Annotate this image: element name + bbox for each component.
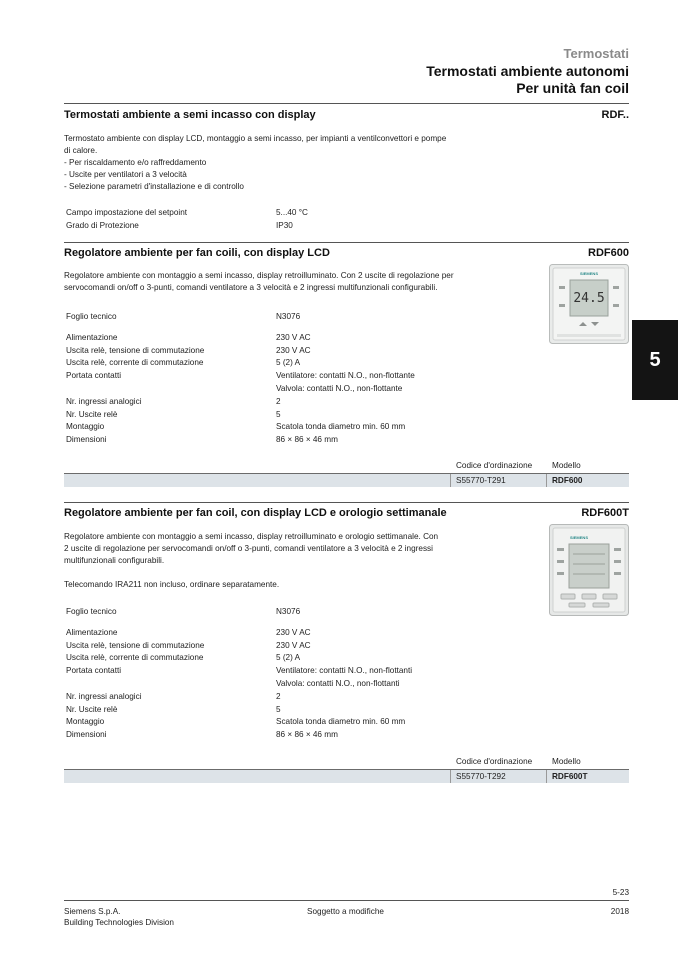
spec-row bbox=[66, 332, 415, 345]
spec-value: 5 bbox=[276, 704, 281, 714]
spec-label: Portata contatti bbox=[66, 666, 122, 676]
spec-value: 2 bbox=[276, 396, 281, 406]
header-subtitle: Per unità fan coil bbox=[516, 80, 629, 96]
spec-row bbox=[66, 691, 412, 704]
order-table-header bbox=[64, 757, 629, 769]
spec-value-continued: Valvola: contatti N.O., non-flottanti bbox=[276, 678, 400, 688]
spec-row bbox=[66, 640, 412, 653]
spec-value-continued: Valvola: contatti N.O., non-flottante bbox=[276, 383, 403, 393]
section3-specs bbox=[66, 606, 412, 742]
spec-label: Campo impostazione del setpoint bbox=[66, 208, 188, 217]
company-name: Siemens S.p.A. bbox=[64, 907, 121, 916]
order-table-row bbox=[64, 769, 629, 783]
footer-year: 2018 bbox=[610, 907, 629, 916]
spec-row bbox=[66, 704, 412, 717]
svg-text:SIEMENS: SIEMENS bbox=[569, 535, 589, 540]
company-division: Building Technologies Division bbox=[64, 918, 174, 927]
spec-row bbox=[66, 434, 415, 447]
page-number: 5-23 bbox=[612, 888, 629, 897]
section3-description bbox=[64, 531, 438, 591]
spec-row bbox=[66, 409, 415, 422]
spec-label: Nr. Uscite relè bbox=[66, 409, 118, 419]
spec-label: Uscita relè, corrente di commutazione bbox=[66, 358, 204, 368]
description-line: - Per riscaldamento e/o raffreddamento bbox=[64, 158, 207, 167]
spec-value: IP30 bbox=[276, 220, 293, 230]
section2-title: Regolatore ambiente per fan coili, con display LCD bbox=[64, 247, 330, 259]
spec-value: Ventilatore: contatti N.O., non-flottanti bbox=[276, 666, 413, 676]
spec-value: Ventilatore: contatti N.O., non-flottante bbox=[276, 371, 415, 381]
spec-value: 230 V AC bbox=[276, 627, 311, 637]
spec-value: N3076 bbox=[276, 312, 301, 321]
spec-row bbox=[66, 207, 308, 220]
spec-value: Scatola tonda diametro min. 60 mm bbox=[276, 717, 406, 727]
spec-label: Uscita relè, corrente di commutazione bbox=[66, 653, 204, 663]
order-model: RDF600T bbox=[552, 772, 588, 781]
order-code-header: Codice d'ordinazione bbox=[456, 461, 533, 470]
spec-label: Alimentazione bbox=[66, 627, 118, 637]
order-model-header: Modello bbox=[552, 757, 581, 766]
spec-label: Dimensioni bbox=[66, 435, 107, 445]
section1-title: Termostati ambiente a semi incasso con display bbox=[64, 109, 316, 121]
description-line: Regolatore ambiente con montaggio a semi incasso, display retroilluminato. Con 2 uscite di regolazione per bbox=[64, 271, 454, 280]
spec-value: 230 V AC bbox=[276, 640, 311, 650]
section1-description bbox=[64, 133, 446, 193]
device-display-reading: 24.5 bbox=[573, 291, 605, 306]
spec-row bbox=[66, 665, 412, 678]
description-line: Termostato ambiente con display LCD, montaggio a semi incasso, per impianti a ventilconvettori e pompe bbox=[64, 134, 447, 143]
section1-code: RDF.. bbox=[601, 109, 629, 121]
chapter-tab: 5 bbox=[632, 320, 678, 400]
description-line: - Selezione parametri d'installazione e di controllo bbox=[64, 182, 244, 191]
spec-label: Alimentazione bbox=[66, 332, 118, 342]
spec-label: Dimensioni bbox=[66, 730, 107, 740]
rdf600-thermostat-photo bbox=[549, 264, 629, 344]
header-category: Termostati bbox=[563, 46, 629, 61]
section2-code: RDF600 bbox=[588, 247, 629, 259]
section-divider bbox=[64, 103, 629, 104]
section2-specs bbox=[66, 311, 415, 447]
spec-label: Nr. ingressi analogici bbox=[66, 691, 142, 701]
spec-row bbox=[66, 357, 415, 370]
spec-value: N3076 bbox=[276, 607, 301, 616]
spec-label: Nr. ingressi analogici bbox=[66, 396, 142, 406]
spec-row bbox=[66, 729, 412, 742]
spec-label: Foglio tecnico bbox=[66, 607, 117, 616]
spec-label: Uscita relè, tensione di commutazione bbox=[66, 640, 205, 650]
spec-row-datasheet bbox=[66, 311, 415, 324]
spec-label: Grado di Protezione bbox=[66, 220, 139, 230]
spec-row bbox=[66, 716, 412, 729]
spec-value: Scatola tonda diametro min. 60 mm bbox=[276, 422, 406, 432]
spec-row-datasheet bbox=[66, 606, 412, 619]
footer-note: Soggetto a modifiche bbox=[307, 907, 384, 916]
spec-value: 86 × 86 × 46 mm bbox=[276, 435, 338, 445]
section-divider bbox=[64, 502, 629, 503]
rdf600t-thermostat-photo bbox=[549, 524, 629, 616]
footer-company bbox=[64, 906, 174, 928]
description-line: multifunzionali configurabili. bbox=[64, 556, 165, 565]
order-model-header: Modello bbox=[552, 461, 581, 470]
description-line: di calore. bbox=[64, 146, 98, 155]
description-line: servocomandi on/off o 3-punti, comandi ventilatore a 3 velocità e 2 ingressi multifunzionali configurabili. bbox=[64, 283, 438, 292]
spec-row bbox=[66, 370, 415, 383]
description-line: Telecomando IRA211 non incluso, ordinare separatamente. bbox=[64, 580, 280, 589]
spec-value: 2 bbox=[276, 691, 281, 701]
spec-label: Montaggio bbox=[66, 422, 105, 432]
description-line: 2 uscite di regolazione per servocomandi on/off o 3-punti, comandi ventilatore a 3 velocità e 2 ingressi bbox=[64, 544, 433, 553]
order-table-header bbox=[64, 461, 629, 473]
spec-value: 230 V AC bbox=[276, 345, 311, 355]
section3-title: Regolatore ambiente per fan coil, con display LCD e orologio settimanale bbox=[64, 507, 447, 519]
section2-description bbox=[64, 270, 454, 294]
description-line: Regolatore ambiente con montaggio a semi incasso, display retroilluminato e orologio settimanale. Con bbox=[64, 532, 439, 541]
description-line bbox=[64, 567, 438, 579]
header-title: Termostati ambiente autonomi bbox=[426, 63, 629, 79]
order-code-header: Codice d'ordinazione bbox=[456, 757, 533, 766]
spec-row bbox=[66, 396, 415, 409]
order-code: S55770-T291 bbox=[456, 476, 506, 485]
order-model: RDF600 bbox=[552, 476, 583, 485]
order-table-row bbox=[64, 473, 629, 487]
section3-code: RDF600T bbox=[581, 507, 629, 519]
footer-divider bbox=[64, 900, 629, 901]
spec-value: 5 (2) A bbox=[276, 358, 301, 368]
spec-row bbox=[66, 421, 415, 434]
spec-label: Nr. Uscite relè bbox=[66, 704, 118, 714]
section1-specs bbox=[66, 207, 308, 233]
spec-value: 5...40 °C bbox=[276, 208, 308, 217]
spec-label: Montaggio bbox=[66, 717, 105, 727]
spec-value: 86 × 86 × 46 mm bbox=[276, 730, 338, 740]
spec-value: 5 bbox=[276, 409, 281, 419]
description-line: - Uscite per ventilatori a 3 velocità bbox=[64, 170, 187, 179]
spec-row bbox=[66, 345, 415, 358]
spec-value: 230 V AC bbox=[276, 332, 311, 342]
spec-row bbox=[66, 220, 308, 233]
svg-text:SIEMENS: SIEMENS bbox=[579, 271, 599, 276]
spec-row bbox=[66, 627, 412, 640]
spec-value: 5 (2) A bbox=[276, 653, 301, 663]
spec-label: Foglio tecnico bbox=[66, 312, 117, 321]
section-divider bbox=[64, 242, 629, 243]
spec-label: Uscita relè, tensione di commutazione bbox=[66, 345, 205, 355]
spec-label: Portata contatti bbox=[66, 371, 122, 381]
spec-row bbox=[66, 652, 412, 665]
order-code: S55770-T292 bbox=[456, 772, 506, 781]
